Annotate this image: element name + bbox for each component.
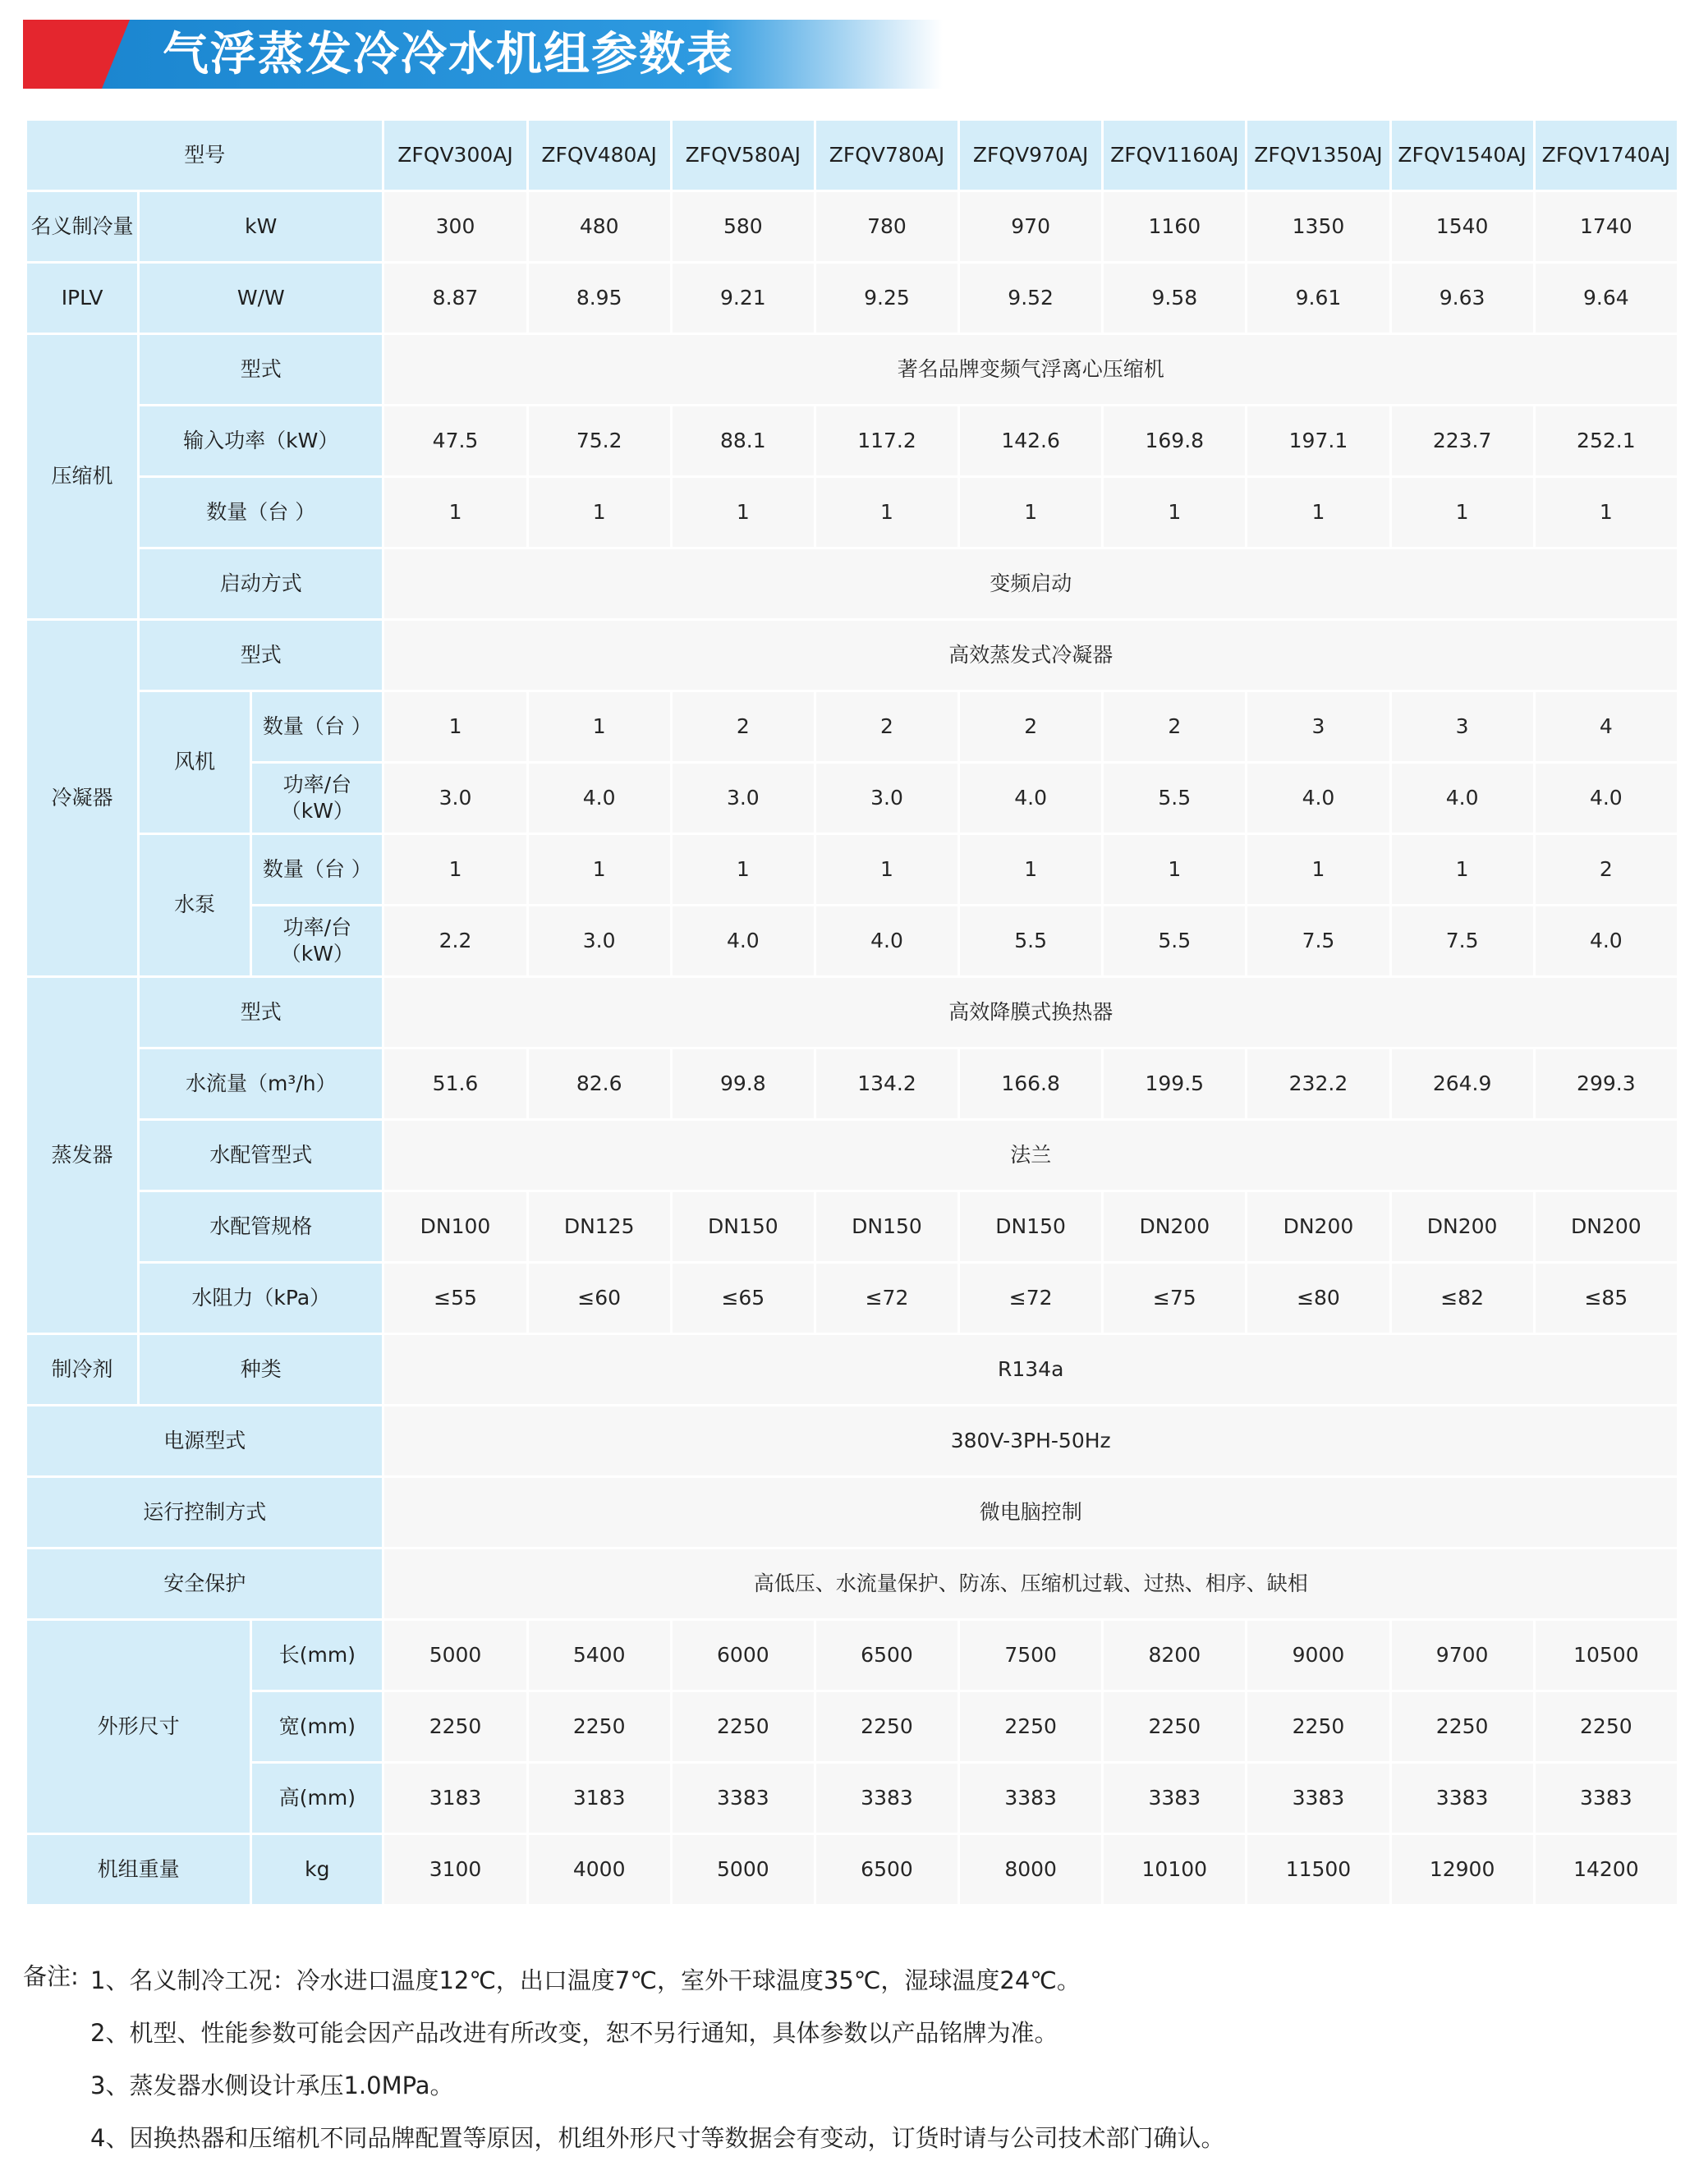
cell: 142.6 [959, 406, 1103, 477]
cell: 6500 [815, 1834, 958, 1906]
cell: 5.5 [959, 906, 1103, 977]
cell: 75.2 [527, 406, 671, 477]
row-label: 水配管型式 [139, 1120, 383, 1191]
cell: 9000 [1247, 1620, 1390, 1691]
table-row-compressor-qty [26, 477, 1678, 548]
table-row-weight [26, 1834, 1678, 1906]
cell: 82.6 [527, 1048, 671, 1120]
cell: 1740 [1534, 191, 1678, 263]
table-row-pipe-spec [26, 1191, 1678, 1263]
cell: 8.95 [527, 263, 671, 334]
cell: 4.0 [1534, 763, 1678, 834]
cell: 1 [527, 477, 671, 548]
table-row-refrigerant [26, 1334, 1678, 1406]
row-unit: W/W [139, 263, 383, 334]
model-name: ZFQV580AJ [671, 120, 815, 191]
cell: 223.7 [1390, 406, 1534, 477]
group-label-refrigerant: 制冷剂 [26, 1334, 139, 1406]
cell: DN150 [671, 1191, 815, 1263]
cell: 4.0 [1390, 763, 1534, 834]
cell: 2 [959, 691, 1103, 763]
cell: 780 [815, 191, 958, 263]
table-row-power-supply [26, 1406, 1678, 1477]
merged-cell: 微电脑控制 [383, 1477, 1678, 1549]
cell: 1 [815, 477, 958, 548]
cell: 88.1 [671, 406, 815, 477]
cell: 47.5 [383, 406, 527, 477]
cell: 1 [383, 691, 527, 763]
cell: 2250 [671, 1691, 815, 1763]
table-row-compressor-type [26, 334, 1678, 406]
cell: ≤72 [815, 1263, 958, 1334]
cell: 2250 [815, 1691, 958, 1763]
cell: 264.9 [1390, 1048, 1534, 1120]
cell: 970 [959, 191, 1103, 263]
cell: 4.0 [671, 906, 815, 977]
table-row-pipe-type [26, 1120, 1678, 1191]
table-row-pump-qty [26, 834, 1678, 906]
group-label-condenser: 冷凝器 [26, 620, 139, 977]
cell: ≤60 [527, 1263, 671, 1334]
row-label: 宽(mm) [251, 1691, 383, 1763]
cell: 1 [383, 834, 527, 906]
row-label: 高(mm) [251, 1763, 383, 1834]
cell: 6500 [815, 1620, 958, 1691]
cell: 51.6 [383, 1048, 527, 1120]
row-label: 功率/台（kW） [251, 906, 383, 977]
row-label: 启动方式 [139, 548, 383, 620]
merged-cell: 著名品牌变频气浮离心压缩机 [383, 334, 1678, 406]
model-name: ZFQV1740AJ [1534, 120, 1678, 191]
note-item: 1、名义制冷工况：冷水进口温度12℃，出口温度7℃，室外干球温度35℃，湿球温度24℃。 [90, 1966, 1081, 1994]
cell: 117.2 [815, 406, 958, 477]
cell: 2250 [527, 1691, 671, 1763]
cell: 580 [671, 191, 815, 263]
cell: 2250 [1390, 1691, 1534, 1763]
table-row-safety [26, 1549, 1678, 1620]
row-label: 功率/台（kW） [251, 763, 383, 834]
note-item: 2、机型、性能参数可能会因产品改进有所改变，恕不另行通知，具体参数以产品铭牌为准。 [90, 2019, 1058, 2047]
cell: 3183 [527, 1763, 671, 1834]
cell: 9.25 [815, 263, 958, 334]
merged-cell: 高效蒸发式冷凝器 [383, 620, 1678, 691]
merged-cell: 380V-3PH-50Hz [383, 1406, 1678, 1477]
cell: 169.8 [1103, 406, 1247, 477]
table-row-width [26, 1691, 1678, 1763]
cell: 10500 [1534, 1620, 1678, 1691]
cell: DN125 [527, 1191, 671, 1263]
cell: DN200 [1103, 1191, 1247, 1263]
cell: 2250 [1247, 1691, 1390, 1763]
cell: 2250 [959, 1691, 1103, 1763]
group-label-evaporator: 蒸发器 [26, 977, 139, 1334]
cell: 4.0 [959, 763, 1103, 834]
table-row-cooling [26, 191, 1678, 263]
row-label: 运行控制方式 [26, 1477, 383, 1549]
cell: 252.1 [1534, 406, 1678, 477]
table-row-pump-power [26, 906, 1678, 977]
cell: 9.58 [1103, 263, 1247, 334]
table-row-water-resistance [26, 1263, 1678, 1334]
cell: 7.5 [1390, 906, 1534, 977]
group-label-compressor: 压缩机 [26, 334, 139, 620]
row-label: 名义制冷量 [26, 191, 139, 263]
subgroup-label-fan: 风机 [139, 691, 251, 834]
cell: 4.0 [1247, 763, 1390, 834]
cell: 2 [815, 691, 958, 763]
cell: 11500 [1247, 1834, 1390, 1906]
cell: 199.5 [1103, 1048, 1247, 1120]
cell: ≤75 [1103, 1263, 1247, 1334]
cell: 3383 [1390, 1763, 1534, 1834]
row-label: 数量（台 ） [251, 834, 383, 906]
cell: 232.2 [1247, 1048, 1390, 1120]
cell: ≤82 [1390, 1263, 1534, 1334]
table-row-height [26, 1763, 1678, 1834]
cell: DN200 [1390, 1191, 1534, 1263]
cell: 3383 [959, 1763, 1103, 1834]
cell: 4.0 [527, 763, 671, 834]
cell: 9.52 [959, 263, 1103, 334]
cell: 480 [527, 191, 671, 263]
cell: 1 [1534, 477, 1678, 548]
notes-label: 备注: [23, 1962, 79, 1990]
row-label: 水阻力（kPa） [139, 1263, 383, 1334]
merged-cell: 高低压、水流量保护、防冻、压缩机过载、过热、相序、缺相 [383, 1549, 1678, 1620]
cell: 2250 [1534, 1691, 1678, 1763]
title-banner [23, 20, 943, 89]
cell: 3383 [1103, 1763, 1247, 1834]
row-unit: kg [251, 1834, 383, 1906]
cell: 1 [527, 691, 671, 763]
cell: 3.0 [383, 763, 527, 834]
cell: ≤72 [959, 1263, 1103, 1334]
cell: 2 [671, 691, 815, 763]
cell: 1 [815, 834, 958, 906]
cell: 1 [1247, 834, 1390, 906]
merged-cell: R134a [383, 1334, 1678, 1406]
cell: 5.5 [1103, 763, 1247, 834]
model-name: ZFQV1350AJ [1247, 120, 1390, 191]
model-name: ZFQV780AJ [815, 120, 958, 191]
row-label: 型式 [139, 977, 383, 1048]
notes-list [90, 1954, 1224, 2164]
row-label: 数量（台 ） [251, 691, 383, 763]
cell: 8.87 [383, 263, 527, 334]
cell: 3.0 [815, 763, 958, 834]
model-name: ZFQV970AJ [959, 120, 1103, 191]
cell: 2250 [1103, 1691, 1247, 1763]
cell: 1 [959, 834, 1103, 906]
row-unit: kW [139, 191, 383, 263]
cell: 8200 [1103, 1620, 1247, 1691]
cell: 99.8 [671, 1048, 815, 1120]
table-row-evaporator-type [26, 977, 1678, 1048]
cell: DN200 [1534, 1191, 1678, 1263]
cell: 1 [671, 477, 815, 548]
note-item: 3、蒸发器水侧设计承压1.0MPa。 [90, 2072, 454, 2099]
cell: 3383 [1247, 1763, 1390, 1834]
cell: DN100 [383, 1191, 527, 1263]
cell: 9.61 [1247, 263, 1390, 334]
cell: 1 [959, 477, 1103, 548]
row-label: 数量（台 ） [139, 477, 383, 548]
cell: DN200 [1247, 1191, 1390, 1263]
table-row-fan-qty [26, 691, 1678, 763]
cell: ≤65 [671, 1263, 815, 1334]
cell: 2 [1534, 834, 1678, 906]
page-title: 气浮蒸发冷冷水机组参数表 [163, 27, 734, 81]
cell: 4.0 [1534, 906, 1678, 977]
table-row-control [26, 1477, 1678, 1549]
cell: 10100 [1103, 1834, 1247, 1906]
cell: 1350 [1247, 191, 1390, 263]
row-label: 长(mm) [251, 1620, 383, 1691]
cell: 197.1 [1247, 406, 1390, 477]
table-row-condenser-type [26, 620, 1678, 691]
row-label: 种类 [139, 1334, 383, 1406]
cell: 3 [1390, 691, 1534, 763]
model-name: ZFQV300AJ [383, 120, 527, 191]
row-label: 型式 [139, 620, 383, 691]
row-label: 输入功率（kW） [139, 406, 383, 477]
cell: 2.2 [383, 906, 527, 977]
cell: 3383 [1534, 1763, 1678, 1834]
cell: 5000 [671, 1834, 815, 1906]
cell: 3100 [383, 1834, 527, 1906]
cell: ≤55 [383, 1263, 527, 1334]
cell: 5000 [383, 1620, 527, 1691]
cell: 6000 [671, 1620, 815, 1691]
cell: 2250 [383, 1691, 527, 1763]
row-label: IPLV [26, 263, 139, 334]
cell: 4 [1534, 691, 1678, 763]
cell: 1 [671, 834, 815, 906]
cell: 12900 [1390, 1834, 1534, 1906]
cell: 2 [1103, 691, 1247, 763]
cell: 300 [383, 191, 527, 263]
cell: DN150 [815, 1191, 958, 1263]
cell: ≤80 [1247, 1263, 1390, 1334]
cell: DN150 [959, 1191, 1103, 1263]
cell: 1 [1103, 834, 1247, 906]
cell: 1 [1390, 834, 1534, 906]
merged-cell: 高效降膜式换热器 [383, 977, 1678, 1048]
cell: 166.8 [959, 1048, 1103, 1120]
model-name: ZFQV1160AJ [1103, 120, 1247, 191]
cell: 9.64 [1534, 263, 1678, 334]
table-row-compressor-start [26, 548, 1678, 620]
cell: 4000 [527, 1834, 671, 1906]
cell: 1 [1390, 477, 1534, 548]
note-item: 4、因换热器和压缩机不同品牌配置等原因，机组外形尺寸等数据会有变动，订货时请与公司技术部门确认。 [90, 2124, 1225, 2152]
row-label: 水配管规格 [139, 1191, 383, 1263]
table-row-length [26, 1620, 1678, 1691]
row-label: 水流量（m³/h） [139, 1048, 383, 1120]
model-name: ZFQV480AJ [527, 120, 671, 191]
cell: 1 [527, 834, 671, 906]
cell: 3.0 [671, 763, 815, 834]
cell: 3183 [383, 1763, 527, 1834]
cell: 7500 [959, 1620, 1103, 1691]
spec-table [25, 118, 1679, 1906]
model-name: ZFQV1540AJ [1390, 120, 1534, 191]
group-label-dimensions: 外形尺寸 [26, 1620, 251, 1834]
cell: 299.3 [1534, 1048, 1678, 1120]
table-row-fan-power [26, 763, 1678, 834]
table-row-water-flow [26, 1048, 1678, 1120]
table-row-iplv [26, 263, 1678, 334]
cell: 9.63 [1390, 263, 1534, 334]
cell: 5.5 [1103, 906, 1247, 977]
row-label: 电源型式 [26, 1406, 383, 1477]
table-header-row [26, 120, 1678, 191]
row-label: 安全保护 [26, 1549, 383, 1620]
cell: 8000 [959, 1834, 1103, 1906]
cell: 9.21 [671, 263, 815, 334]
cell: 3 [1247, 691, 1390, 763]
cell: 9700 [1390, 1620, 1534, 1691]
cell: 134.2 [815, 1048, 958, 1120]
cell: 1540 [1390, 191, 1534, 263]
cell: 3.0 [527, 906, 671, 977]
cell: 3383 [671, 1763, 815, 1834]
merged-cell: 变频启动 [383, 548, 1678, 620]
cell: 4.0 [815, 906, 958, 977]
cell: 1 [383, 477, 527, 548]
model-header: 型号 [26, 120, 383, 191]
subgroup-label-pump: 水泵 [139, 834, 251, 977]
cell: 5400 [527, 1620, 671, 1691]
table-row-compressor-power [26, 406, 1678, 477]
cell: 1 [1103, 477, 1247, 548]
cell: ≤85 [1534, 1263, 1678, 1334]
row-label: 型式 [139, 334, 383, 406]
cell: 7.5 [1247, 906, 1390, 977]
cell: 1 [1247, 477, 1390, 548]
merged-cell: 法兰 [383, 1120, 1678, 1191]
row-label: 机组重量 [26, 1834, 251, 1906]
cell: 3383 [815, 1763, 958, 1834]
cell: 14200 [1534, 1834, 1678, 1906]
cell: 1160 [1103, 191, 1247, 263]
